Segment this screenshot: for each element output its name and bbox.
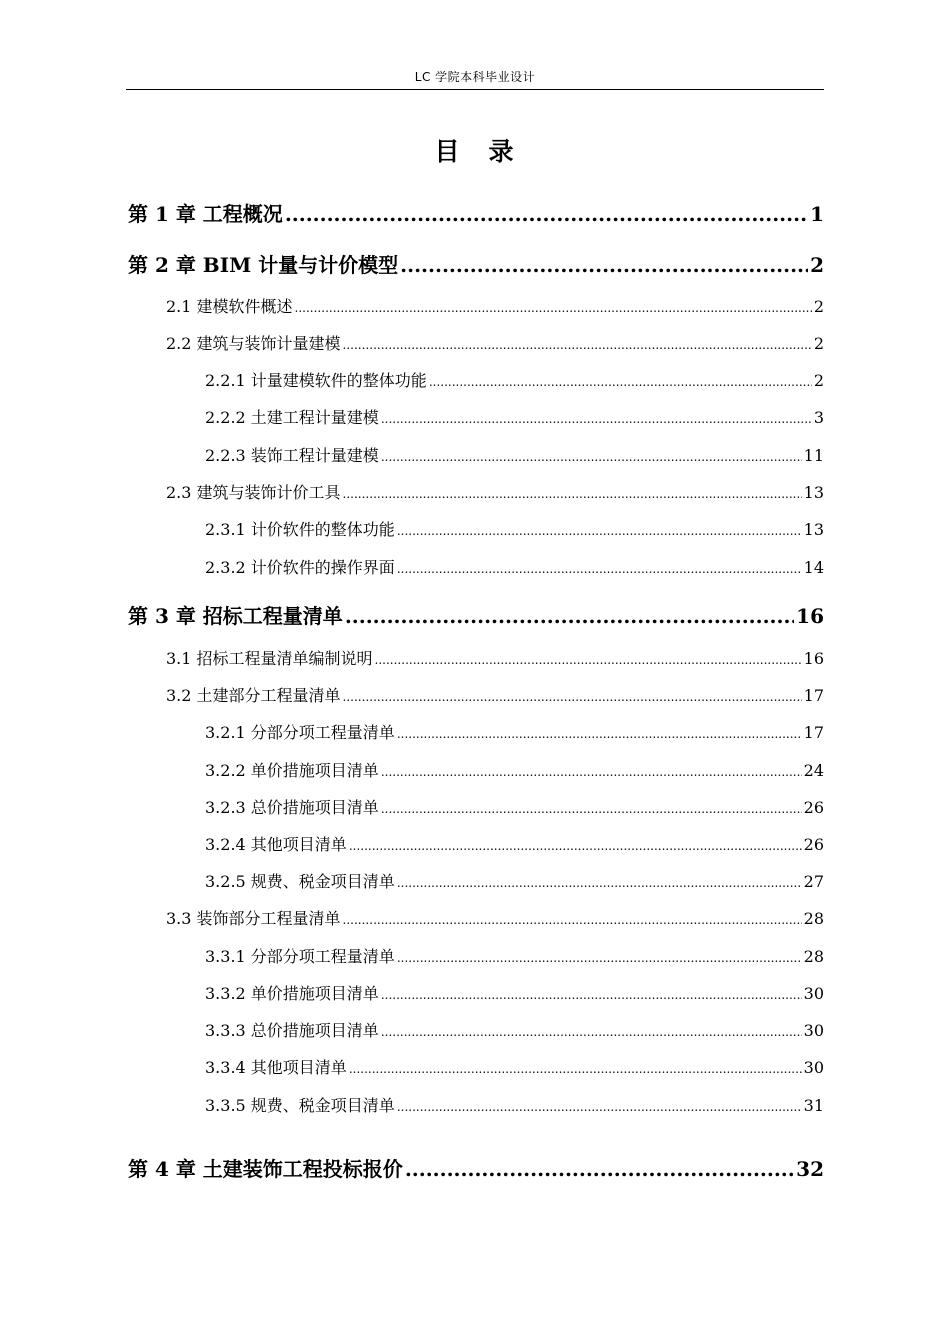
toc-entry-chapter-4[interactable] <box>128 1153 824 1182</box>
toc-entry-page: 2 <box>810 253 824 277</box>
toc-entry-label: 第 3 章 招标工程量清单 <box>128 604 343 628</box>
toc-entry-chapter-2[interactable] <box>128 249 824 278</box>
toc-entry-page: 13 <box>803 483 824 502</box>
toc-entry-2-3-2[interactable] <box>205 555 824 578</box>
toc-entry-label: 2.1 建模软件概述 <box>166 297 293 316</box>
toc-entry-label: 第 1 章 工程概况 <box>128 202 283 226</box>
toc-entry-page: 2 <box>813 371 824 390</box>
toc-entry-2-3[interactable] <box>166 480 824 503</box>
toc-entry-label: 第 2 章 BIM 计量与计价模型 <box>128 253 399 277</box>
toc-entry-3-2-4[interactable] <box>205 832 824 855</box>
toc-entry-label: 3.2.4 其他项目清单 <box>205 835 347 854</box>
toc-entry-label: 3.2.1 分部分项工程量清单 <box>205 723 395 742</box>
toc-entry-label: 2.2 建筑与装饰计量建模 <box>166 334 341 353</box>
toc-entry-page: 1 <box>810 202 824 226</box>
toc-entry-2-2-2[interactable] <box>205 405 824 428</box>
page-header: LC 学院本科毕业设计 <box>414 70 536 84</box>
toc-entry-page: 13 <box>803 520 824 539</box>
toc-entry-page: 31 <box>803 1096 824 1115</box>
toc-entry-3-3-1[interactable] <box>205 944 824 967</box>
toc-entry-3-2-5[interactable] <box>205 869 824 892</box>
toc-title: 目 录 <box>434 137 516 166</box>
toc-entry-page: 30 <box>803 984 824 1003</box>
toc-entry-page: 24 <box>803 761 824 780</box>
toc-entry-page: 16 <box>803 649 824 668</box>
toc-entry-2-2-1[interactable] <box>205 368 824 391</box>
toc-entry-page: 28 <box>803 909 824 928</box>
toc-entry-page: 2 <box>813 334 824 353</box>
toc-leader-dots <box>375 653 802 667</box>
toc-entry-page: 11 <box>803 446 824 465</box>
toc-entry-3-2-1[interactable] <box>205 720 824 743</box>
toc-entry-label: 3.2.5 规费、税金项目清单 <box>205 872 395 891</box>
toc-entry-page: 32 <box>796 1157 824 1181</box>
toc-entry-label: 3.2.3 总价措施项目清单 <box>205 798 379 817</box>
toc-leader-dots <box>397 951 802 965</box>
toc-entry-2-2-3[interactable] <box>205 443 824 466</box>
toc-entry-page: 26 <box>803 835 824 854</box>
toc-leader-dots <box>381 802 802 816</box>
toc-leader-dots <box>381 988 802 1002</box>
toc-entry-3-2-3[interactable] <box>205 795 824 818</box>
toc-entry-page: 16 <box>796 604 824 628</box>
toc-entry-label: 3.3.2 单价措施项目清单 <box>205 984 379 1003</box>
toc-entry-label: 3.3.5 规费、税金项目清单 <box>205 1096 395 1115</box>
toc-entry-label: 3.2.2 单价措施项目清单 <box>205 761 379 780</box>
header-rule <box>126 89 824 90</box>
toc-leader-dots <box>400 253 808 277</box>
toc-entry-chapter-3[interactable] <box>128 600 824 629</box>
toc-entry-page: 30 <box>803 1058 824 1077</box>
toc-entry-label: 2.3.2 计价软件的操作界面 <box>205 558 395 577</box>
toc-entry-label: 3.3.1 分部分项工程量清单 <box>205 947 395 966</box>
toc-entry-3-3[interactable] <box>166 906 824 929</box>
toc-entry-page: 27 <box>803 872 824 891</box>
toc-leader-dots <box>397 876 802 890</box>
toc-entry-label: 3.1 招标工程量清单编制说明 <box>166 649 373 668</box>
toc-entry-page: 26 <box>803 798 824 817</box>
toc-leader-dots <box>343 913 802 927</box>
toc-entry-label: 2.2.1 计量建模软件的整体功能 <box>205 371 427 390</box>
toc-entry-3-1[interactable] <box>166 646 824 669</box>
toc-leader-dots <box>349 839 802 853</box>
toc-entry-page: 28 <box>803 947 824 966</box>
toc-entry-label: 3.3.4 其他项目清单 <box>205 1058 347 1077</box>
toc-entry-label: 3.2 土建部分工程量清单 <box>166 686 341 705</box>
toc-entry-page: 17 <box>803 686 824 705</box>
toc-entry-page: 17 <box>803 723 824 742</box>
toc-entry-label: 第 4 章 土建装饰工程投标报价 <box>128 1157 403 1181</box>
toc-leader-dots <box>343 487 802 501</box>
toc-entry-chapter-1[interactable] <box>128 198 824 227</box>
toc-leader-dots <box>405 1157 794 1181</box>
toc-leader-dots <box>397 524 802 538</box>
toc-leader-dots <box>295 301 812 315</box>
toc-entry-3-3-5[interactable] <box>205 1093 824 1116</box>
toc-leader-dots <box>285 202 808 226</box>
toc-leader-dots <box>381 1025 802 1039</box>
toc-entry-2-1[interactable] <box>166 294 824 317</box>
toc-leader-dots <box>381 412 812 426</box>
toc-leader-dots <box>343 338 812 352</box>
toc-entry-3-3-3[interactable] <box>205 1018 824 1041</box>
toc-entry-label: 2.2.2 土建工程计量建模 <box>205 408 379 427</box>
toc-entry-2-3-1[interactable] <box>205 517 824 540</box>
toc-leader-dots <box>381 450 802 464</box>
toc-entry-2-2[interactable] <box>166 331 824 354</box>
toc-entry-label: 2.3 建筑与装饰计价工具 <box>166 483 341 502</box>
toc-entry-page: 30 <box>803 1021 824 1040</box>
toc-entry-label: 2.2.3 装饰工程计量建模 <box>205 446 379 465</box>
toc-entry-3-3-2[interactable] <box>205 981 824 1004</box>
toc-entry-label: 2.3.1 计价软件的整体功能 <box>205 520 395 539</box>
toc-leader-dots <box>397 727 802 741</box>
toc-leader-dots <box>381 765 802 779</box>
toc-entry-3-3-4[interactable] <box>205 1055 824 1078</box>
toc-entry-3-2[interactable] <box>166 683 824 706</box>
toc-leader-dots <box>345 604 794 628</box>
toc-entry-label: 3.3.3 总价措施项目清单 <box>205 1021 379 1040</box>
toc-leader-dots <box>349 1062 802 1076</box>
toc-entry-page: 2 <box>813 297 824 316</box>
toc-entry-page: 3 <box>813 408 824 427</box>
toc-leader-dots <box>397 562 802 576</box>
toc-entry-label: 3.3 装饰部分工程量清单 <box>166 909 341 928</box>
toc-leader-dots <box>429 375 812 389</box>
toc-entry-3-2-2[interactable] <box>205 758 824 781</box>
toc-leader-dots <box>343 690 802 704</box>
toc-leader-dots <box>397 1100 802 1114</box>
toc-entry-page: 14 <box>803 558 824 577</box>
